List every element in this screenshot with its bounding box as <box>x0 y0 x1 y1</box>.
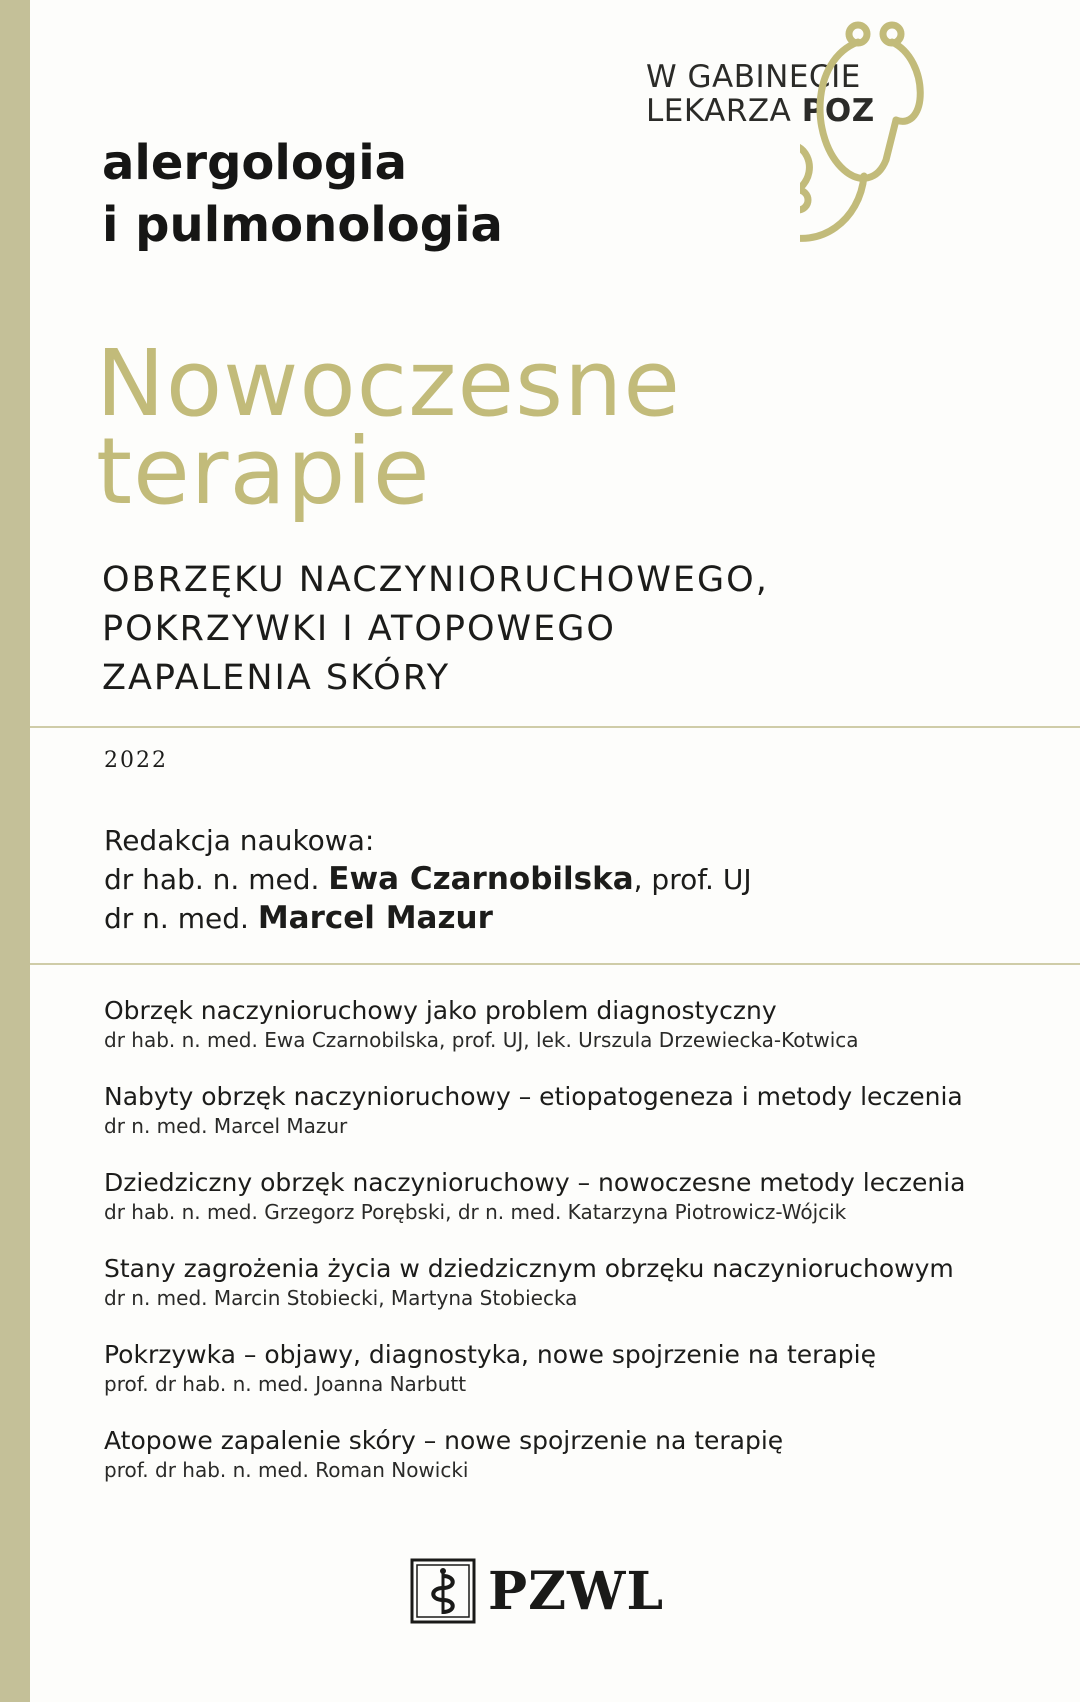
toc-item <box>104 1339 1064 1425</box>
divider-middle <box>30 963 1080 965</box>
toc-chapter-authors: prof. dr hab. n. med. Roman Nowicki <box>104 1458 469 1482</box>
stethoscope-icon <box>800 20 1020 260</box>
pzwl-logo-icon <box>410 1558 476 1624</box>
toc-chapter-title: Dziedziczny obrzęk naczynioruchowy – nowoczesne metody leczenia <box>104 1168 966 1197</box>
subtitle-line-3: ZAPALENIA SKÓRY <box>102 658 451 698</box>
toc-chapter-authors: dr n. med. Marcel Mazur <box>104 1114 348 1138</box>
toc-item <box>104 1253 1064 1339</box>
editor-name: Marcel Mazur <box>257 900 493 936</box>
book-title <box>96 330 681 525</box>
publisher-name: PZWL <box>488 1560 665 1622</box>
title-line-2: terapie <box>96 418 431 525</box>
category-line-2: i pulmonologia <box>102 197 503 253</box>
toc-chapter-authors: dr hab. n. med. Ewa Czarnobilska, prof. UJ, lek. Urszula Drzewiecka-Kotwica <box>104 1028 859 1052</box>
toc-chapter-title: Obrzęk naczynioruchowy jako problem diagnostyczny <box>104 996 777 1025</box>
series-line-2-bold: POZ <box>801 93 875 129</box>
editor-title: dr n. med. <box>104 902 258 935</box>
toc-chapter-authors: dr hab. n. med. Grzegorz Porębski, dr n. med. Katarzyna Piotrowicz-Wójcik <box>104 1200 847 1224</box>
series-line-2-prefix: LEKARZA <box>646 93 802 129</box>
editor-title: dr hab. n. med. <box>104 863 329 896</box>
series-line-1: W GABINECIE <box>646 59 861 95</box>
category-line-1: alergologia <box>102 135 408 191</box>
toc-chapter-title: Atopowe zapalenie skóry – nowe spojrzenie na terapię <box>104 1426 784 1455</box>
toc-chapter-title: Pokrzywka – objawy, diagnostyka, nowe spojrzenie na terapię <box>104 1340 876 1369</box>
toc-chapter-title: Stany zagrożenia życia w dziedzicznym obrzęku naczynioruchowym <box>104 1254 954 1283</box>
toc-chapter-authors: prof. dr hab. n. med. Joanna Narbutt <box>104 1372 467 1396</box>
category-heading <box>102 132 503 256</box>
publisher-block <box>410 1558 664 1624</box>
toc-chapter-title: Nabyty obrzęk naczynioruchowy – etiopatogeneza i metody leczenia <box>104 1082 963 1111</box>
subtitle-line-2: POKRZYWKI I ATOPOWEGO <box>102 609 616 649</box>
table-of-contents <box>104 995 1064 1511</box>
editor-entry <box>104 860 752 899</box>
editors-heading: Redakcja naukowa: <box>104 824 375 857</box>
editor-entry <box>104 899 752 938</box>
toc-item <box>104 1167 1064 1253</box>
divider-top <box>30 726 1080 728</box>
editor-affiliation: , prof. UJ <box>633 863 752 896</box>
editor-name: Ewa Czarnobilska <box>328 861 634 897</box>
toc-item <box>104 1425 1064 1511</box>
toc-item <box>104 1081 1064 1167</box>
title-line-1: Nowoczesne <box>96 330 681 437</box>
editors-block <box>104 822 752 938</box>
toc-item <box>104 995 1064 1081</box>
toc-chapter-authors: dr n. med. Marcin Stobiecki, Martyna Stobiecka <box>104 1286 578 1310</box>
publication-year: 2022 <box>104 748 168 773</box>
book-subtitle <box>102 556 769 703</box>
subtitle-line-1: OBRZĘKU NACZYNIORUCHOWEGO, <box>102 560 769 600</box>
book-spine <box>0 0 30 1702</box>
